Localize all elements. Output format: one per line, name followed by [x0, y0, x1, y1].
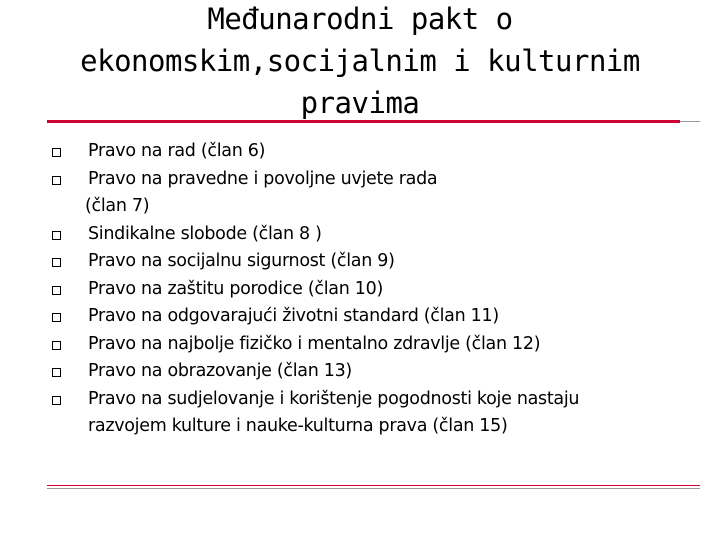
- hollow-square-bullet-icon: [52, 396, 61, 405]
- list-item: [52, 386, 712, 441]
- title-line: Međunarodni pakt o: [207, 2, 513, 36]
- hollow-square-bullet-icon: [52, 368, 61, 377]
- list-item-text: Pravo na rad (član 6): [88, 141, 266, 161]
- list-item-text: Pravo na pravedne i povoljne uvjete rada: [88, 168, 438, 189]
- list-item: [52, 331, 712, 359]
- title-line: ekonomskim,socijalnim i kulturnim: [80, 44, 640, 78]
- slide-title: [40, 0, 680, 124]
- hollow-square-bullet-icon: [52, 341, 61, 350]
- list-item-text: Sindikalne slobode (član 8 ): [88, 223, 322, 244]
- list-item-text: Pravo na socijalnu sigurnost (član 9): [88, 251, 395, 271]
- footer-divider-gray: [47, 488, 700, 489]
- hollow-square-bullet-icon: [52, 313, 61, 322]
- title-line: pravima: [300, 86, 420, 120]
- list-item-continuation: (član 7): [85, 196, 150, 216]
- list-item-continuation: razvojem kulture i nauke-kulturna prava (član 15): [88, 416, 508, 436]
- list-item: [52, 358, 712, 386]
- rights-list: [52, 138, 712, 441]
- list-item-text: Pravo na obrazovanje (član 13): [88, 361, 352, 381]
- list-item: [52, 303, 712, 331]
- list-item: [52, 248, 712, 276]
- hollow-square-bullet-icon: [52, 231, 61, 240]
- list-item: [52, 138, 712, 166]
- footer-divider-red: [47, 485, 700, 486]
- list-item-text: Pravo na najbolje fizičko i mentalno zdravlje (član 12): [88, 333, 541, 354]
- title-divider-gray: [680, 121, 700, 122]
- list-item: [52, 166, 712, 221]
- list-item-text: Pravo na odgovarajući životni standard (član 11): [88, 306, 499, 326]
- list-item: [52, 221, 712, 249]
- list-item-text: Pravo na zaštitu porodice (član 10): [88, 278, 383, 299]
- hollow-square-bullet-icon: [52, 286, 61, 295]
- hollow-square-bullet-icon: [52, 148, 61, 157]
- list-item-text: Pravo na sudjelovanje i korištenje pogodnosti koje nastaju: [88, 388, 580, 409]
- list-item: [52, 276, 712, 304]
- title-divider-red: [47, 120, 680, 123]
- hollow-square-bullet-icon: [52, 258, 61, 267]
- hollow-square-bullet-icon: [52, 176, 61, 185]
